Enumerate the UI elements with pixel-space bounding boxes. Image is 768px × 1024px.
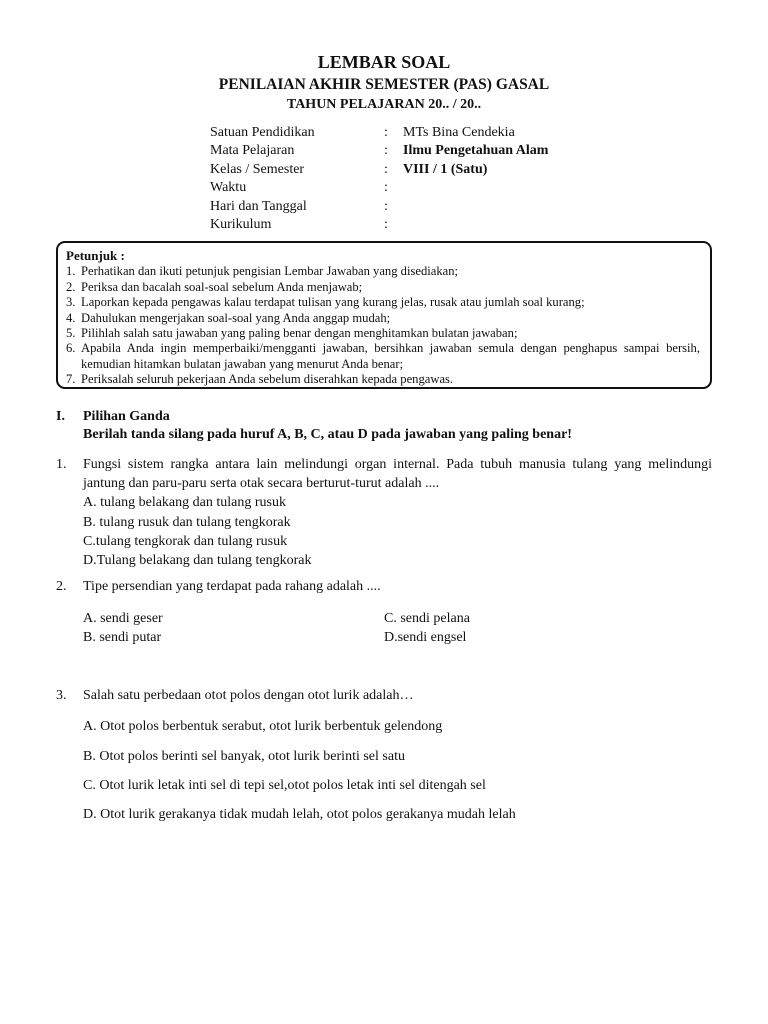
info-row-subject — [210, 142, 548, 160]
instruction-text: Periksalah seluruh pekerjaan Anda sebelum diserahkan kepada pengawas. — [81, 372, 454, 387]
answer-option: D.sendi engsel — [384, 630, 467, 645]
question-text: Tipe persendian yang terdapat pada rahang adalah .... — [83, 579, 381, 594]
answer-option: C. sendi pelana — [384, 611, 470, 626]
instruction-text: Laporkan kepada pengawas kalau terdapat tulisan yang kurang jelas, rusak atau jumlah soal kurang; — [81, 295, 585, 310]
answer-option: A. sendi geser — [83, 611, 163, 626]
info-colon: : — [384, 143, 388, 159]
instruction-text: Apabila Anda ingin memperbaiki/mengganti jawaban, bersihkan jawaban semula dengan penghapus sampai bersih, kemudian hitamkan bulatan jawaban yang menurut Anda benar; — [81, 341, 700, 371]
exam-subtitle: PENILAIAN AKHIR SEMESTER (PAS) GASAL — [218, 76, 550, 93]
instruction-item — [66, 280, 700, 295]
instruction-number: 6. — [66, 341, 76, 356]
info-row-school — [210, 124, 548, 142]
instruction-item — [66, 311, 700, 326]
instruction-number: 3. — [66, 295, 76, 310]
info-value: MTs Bina Cendekia — [403, 125, 515, 140]
section-heading — [56, 408, 572, 444]
instruction-item — [66, 264, 700, 279]
instruction-item — [66, 372, 700, 387]
info-label: Satuan Pendidikan — [210, 125, 315, 140]
info-label: Kurikulum — [210, 216, 272, 232]
info-colon: : — [384, 198, 388, 214]
info-colon: : — [384, 216, 388, 232]
info-label: Mata Pelajaran — [210, 143, 295, 159]
question-number: 2. — [56, 579, 67, 594]
instruction-item — [66, 341, 700, 372]
instruction-text: Periksa dan bacalah soal-soal sebelum Anda menjawab; — [81, 279, 363, 294]
instruction-number: 1. — [66, 264, 76, 279]
info-label: Hari dan Tanggal — [210, 198, 307, 214]
info-row-date — [210, 198, 548, 216]
question-text: Fungsi sistem rangka antara lain melindungi organ internal. Pada tubuh manusia tulang yang melindungi jantung dan paru-paru serta otak secara berturut-turut adalah .... — [83, 457, 712, 492]
instruction-text: Pilihlah salah satu jawaban yang paling benar dengan menghitamkan bulatan jawaban; — [81, 326, 518, 341]
section-number: I. — [56, 409, 65, 424]
question-text: Salah satu perbedaan otot polos dengan otot lurik adalah… — [83, 688, 414, 703]
instruction-text: Dahulukan mengerjakan soal-soal yang Anda anggap mudah; — [81, 310, 391, 325]
instruction-number: 7. — [66, 372, 76, 387]
instructions-title: Petunjuk : — [66, 248, 125, 263]
answer-option: C. Otot lurik letak inti sel di tepi sel,otot polos letak inti sel ditengah sel — [83, 778, 486, 793]
page-title: LEMBAR SOAL — [317, 52, 451, 72]
exam-info-table — [210, 124, 548, 234]
info-colon: : — [384, 161, 388, 177]
answer-option: C.tulang tengkorak dan tulang rusuk — [83, 534, 288, 549]
answer-option: A. tulang belakang dan tulang rusuk — [83, 495, 286, 510]
instruction-text: Perhatikan dan ikuti petunjuk pengisian Lembar Jawaban yang disediakan; — [81, 264, 459, 279]
info-label: Waktu — [210, 180, 247, 196]
info-colon: : — [384, 180, 388, 196]
instruction-number: 5. — [66, 326, 76, 341]
instruction-number: 4. — [66, 310, 76, 325]
info-value: VIII / 1 (Satu) — [403, 161, 488, 177]
info-row-class — [210, 161, 548, 179]
instruction-number: 2. — [66, 279, 76, 294]
answer-option: B. Otot polos berinti sel banyak, otot lurik berinti sel satu — [83, 749, 405, 764]
answer-option: D.Tulang belakang dan tulang tengkorak — [83, 553, 312, 568]
info-colon: : — [384, 125, 388, 140]
answer-option: B. tulang rusuk dan tulang tengkorak — [83, 515, 291, 530]
answer-option: B. sendi putar — [83, 630, 162, 645]
instruction-item — [66, 326, 700, 341]
info-row-time — [210, 179, 548, 197]
section-title: Pilihan Ganda — [83, 409, 170, 424]
info-row-curriculum — [210, 216, 548, 234]
question-number: 3. — [56, 688, 67, 703]
section-instruction: Berilah tanda silang pada huruf A, B, C, atau D pada jawaban yang paling benar! — [83, 427, 572, 442]
instructions-box — [56, 241, 712, 389]
answer-option: A. Otot polos berbentuk serabut, otot lurik berbentuk gelendong — [83, 719, 443, 734]
academic-year: TAHUN PELAJARAN 20.. / 20.. — [286, 97, 482, 112]
info-value: Ilmu Pengetahuan Alam — [403, 143, 549, 159]
answer-option: D. Otot lurik gerakanya tidak mudah lelah, otot polos gerakanya mudah lelah — [83, 807, 516, 822]
info-label: Kelas / Semester — [210, 161, 305, 177]
question-number: 1. — [56, 457, 67, 472]
instruction-item — [66, 295, 700, 310]
